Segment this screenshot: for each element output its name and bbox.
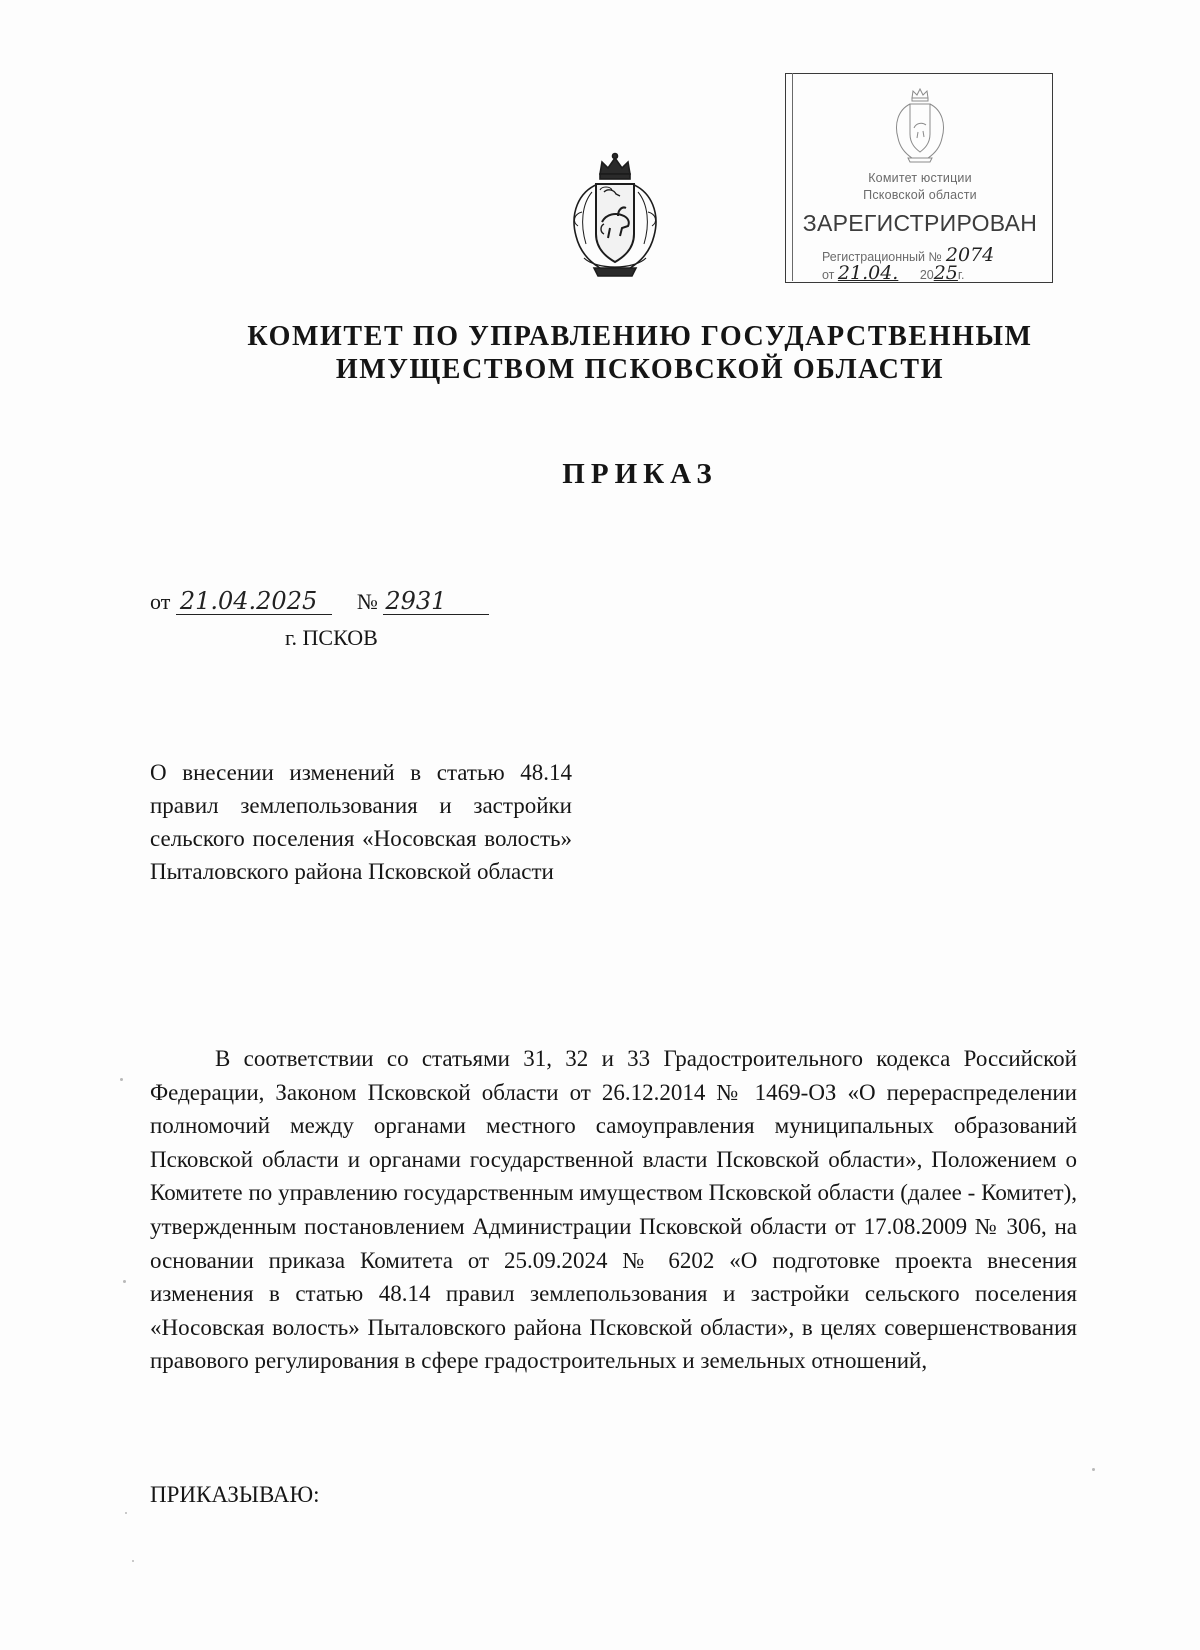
- stamp-reg-number-value: 2074: [945, 244, 995, 266]
- stamp-registration-date: [822, 262, 964, 284]
- stamp-year-value: 25: [933, 262, 958, 284]
- scan-speck: [125, 1512, 127, 1514]
- stamp-org-line-2: Псковской области: [863, 188, 977, 202]
- stamp-year-prefix: 20: [919, 268, 934, 282]
- stamp-year-suffix: г.: [957, 268, 965, 282]
- stamp-coat-of-arms-icon: [888, 86, 952, 164]
- stamp-organization: [786, 170, 1054, 204]
- scan-speck: [132, 1560, 134, 1562]
- preamble-paragraph: В соответствии со статьями 31, 32 и 33 Градостроительного кодекса Российской Федерации, Законом Псковской области от 26.12.2014 № 1469-ОЗ «О перераспределении полномочий между органами местного самоуправления муниципальных образований Псковской области и органами государственной власти Псковской области», Положением о Комитете по управлению государственным имуществом Псковской области (далее - Комитет), утвержденным постановлением Администрации Псковской области от 17.08.2009 № 306, на основании приказа Комитета от 25.09.2024 № 6202 «О подготовке проекта внесения изменения в статью 48.14 правил землепользования и застройки сельского поселения «Носовская волость» Пыталовского района Псковской области», в целях совершенствования правового регулирования в сфере градостроительных и земельных отношений,: [150, 1046, 1077, 1374]
- document-type-title: ПРИКАЗ: [562, 458, 718, 490]
- issue-number-label: №: [356, 589, 378, 614]
- issue-date-value: 21.04.2025: [176, 588, 332, 615]
- stamp-reg-label: Регистрационный №: [822, 250, 942, 264]
- stamp-org-line-1: Комитет юстиции: [868, 171, 972, 185]
- stamp-date-value: 21.04.: [837, 262, 899, 284]
- coat-of-arms-icon: [560, 152, 670, 280]
- issue-date-label: от: [150, 589, 171, 614]
- scan-speck: [123, 1280, 126, 1283]
- stamp-year: [919, 262, 965, 284]
- stamp-status: ЗАРЕГИСТРИРОВАН: [802, 210, 1038, 236]
- stamp-date-label: от: [822, 268, 835, 282]
- document-subject: О внесении изменений в статью 48.14 правил землепользования и застройки сельского поселения «Носовская волость» Пыталовского района Псковской области: [150, 760, 572, 884]
- scan-speck: [120, 1078, 123, 1081]
- issue-number-value: 2931: [383, 588, 489, 615]
- organization-title-line-2: ИМУЩЕСТВОМ ПСКОВСКОЙ ОБЛАСТИ: [335, 354, 945, 385]
- issue-city: г. ПСКОВ: [285, 625, 378, 650]
- organization-title: [100, 320, 1180, 386]
- issue-date-number-line: [150, 588, 489, 615]
- scan-speck: [1092, 1468, 1095, 1471]
- order-word: ПРИКАЗЫВАЮ:: [150, 1482, 320, 1507]
- organization-title-line-1: КОМИТЕТ ПО УПРАВЛЕНИЮ ГОСУДАРСТВЕННЫМ: [247, 321, 1033, 352]
- registration-stamp: [785, 73, 1053, 283]
